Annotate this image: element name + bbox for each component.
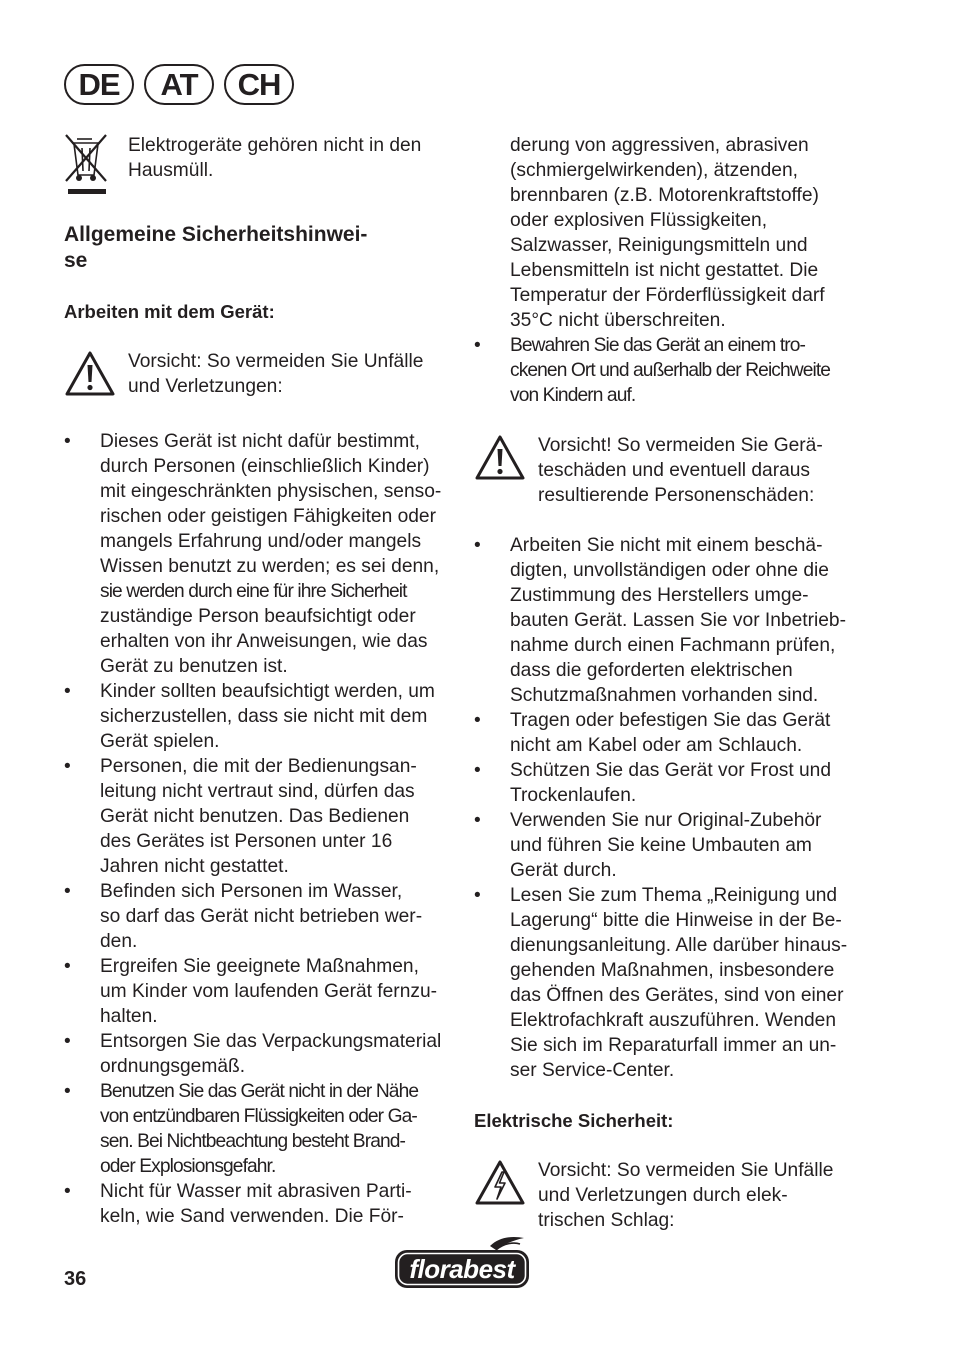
line: Gerät zu benutzen ist. — [100, 656, 288, 677]
list-item — [64, 429, 448, 679]
disposal-notice — [64, 133, 448, 202]
line: oder explosiven Flüssigkeiten, — [510, 210, 768, 231]
line: ser Service-Center. — [510, 1060, 675, 1081]
line: derung von aggressiven, abrasiven — [510, 135, 809, 156]
storage-bullet-list — [474, 333, 866, 408]
list-item — [64, 879, 448, 954]
caution-text-line: resultierende Personenschäden: — [538, 485, 815, 506]
section-heading — [64, 222, 448, 274]
list-item — [64, 1179, 448, 1229]
line: ckenen Ort und außerhalb der Reichweite — [510, 360, 831, 381]
line: • Dieses Gerät ist nicht dafür bestimmt, — [100, 431, 420, 452]
line: Sie sich im Reparaturfall immer an un- — [510, 1035, 837, 1056]
line: rischen oder geistigen Fähigkeiten oder — [100, 506, 436, 527]
caution-text-line: und Verletzungen: — [128, 376, 283, 397]
line: • Bewahren Sie das Gerät an einem tro- — [510, 335, 806, 356]
line: • Benutzen Sie das Gerät nicht in der Nähe — [100, 1081, 419, 1102]
device-bullet-list — [474, 533, 866, 1083]
line: so darf das Gerät nicht betrieben wer- — [100, 906, 423, 927]
caution-text-line: trischen Schlag: — [538, 1210, 675, 1231]
line: mit eingeschränkten physischen, senso- — [100, 481, 442, 502]
line: dienungsanleitung. Alle darüber hinaus- — [510, 935, 848, 956]
caution-text-line: teschäden und eventuell daraus — [538, 460, 811, 481]
line: Schutzmaßnahmen vorhanden sind. — [510, 685, 819, 706]
line: bauten Gerät. Lassen Sie vor Inbetrieb- — [510, 610, 846, 631]
line: Gerät durch. — [510, 860, 617, 881]
florabest-logo — [392, 1234, 532, 1297]
list-item — [474, 333, 866, 408]
list-item — [474, 758, 866, 808]
line: brennbaren (z.B. Motorenkraftstoffe) — [510, 185, 819, 206]
line: halten. — [100, 1006, 158, 1027]
line: nicht am Kabel oder am Schlauch. — [510, 735, 803, 756]
caution-text-line: Vorsicht! So vermeiden Sie Gerä- — [538, 435, 823, 456]
warning-triangle-icon — [64, 349, 128, 404]
line: des Gerätes ist Personen unter 16 — [100, 831, 393, 852]
list-item — [64, 754, 448, 879]
list-item — [474, 808, 866, 883]
line: Trockenlaufen. — [510, 785, 637, 806]
line: sie werden durch eine für ihre Sicherheit — [100, 581, 407, 602]
warning-triangle-icon — [474, 433, 538, 488]
line: mangels Erfahrung und/oder mangels — [100, 531, 422, 552]
disposal-text-line: Hausmüll. — [128, 160, 214, 181]
line: digten, unvollständigen oder ohne die — [510, 560, 829, 581]
line: von entzündbaren Flüssigkeiten oder Ga- — [100, 1106, 417, 1127]
line: dass die geforderten elektrischen — [510, 660, 793, 681]
heading-line: Allgemeine Sicherheitshinwei- — [64, 223, 368, 246]
line: leitung nicht vertraut sind, dürfen das — [100, 781, 415, 802]
line: sicherzustellen, dass sie nicht mit dem — [100, 706, 428, 727]
right-column — [474, 133, 866, 1233]
caution-text-line: Vorsicht: So vermeiden Sie Unfälle — [538, 1160, 834, 1181]
svg-text:florabest: florabest — [409, 1254, 515, 1284]
line: Wissen benutzt zu werden; es sei denn, — [100, 556, 440, 577]
line: Gerät spielen. — [100, 731, 220, 752]
crossed-bin-icon — [64, 133, 128, 202]
subheading-working: Arbeiten mit dem Gerät: — [64, 301, 275, 322]
line: • Personen, die mit der Bedienungsan- — [100, 756, 417, 777]
line: nahme durch einen Fachmann prüfen, — [510, 635, 836, 656]
line: Zustimmung des Herstellers umge- — [510, 585, 809, 606]
heading-line: se — [64, 249, 88, 272]
line: und führen Sie keine Umbauten am — [510, 835, 812, 856]
list-item — [64, 1079, 448, 1179]
caution-text-line: Vorsicht: So vermeiden Sie Unfälle — [128, 351, 424, 372]
line: • Ergreifen Sie geeignete Maßnahmen, — [100, 956, 419, 977]
continued-paragraph — [474, 133, 866, 333]
list-item — [474, 708, 866, 758]
line: Salzwasser, Reinigungsmitteln und — [510, 235, 808, 256]
lang-badge-at: AT — [144, 64, 214, 105]
line: das Öffnen des Gerätes, sind von einer — [510, 985, 844, 1006]
language-badges — [64, 64, 294, 105]
list-item — [64, 679, 448, 754]
line: zuständige Person beaufsichtigt oder — [100, 606, 416, 627]
line: • Tragen oder befestigen Sie das Gerät — [510, 710, 831, 731]
line: 35°C nicht überschreiten. — [510, 310, 726, 331]
line: (schmiergelwirkenden), ätzenden, — [510, 160, 798, 181]
list-item — [64, 1029, 448, 1079]
page-number: 36 — [64, 1268, 87, 1290]
line: Elektrofachkraft auszuführen. Wenden — [510, 1010, 837, 1031]
left-column — [64, 133, 448, 1229]
device-caution-notice — [474, 433, 866, 508]
line: Lebensmitteln ist nicht gestattet. Die — [510, 260, 819, 281]
safety-bullet-list — [64, 429, 448, 1229]
line: Jahren nicht gestattet. — [100, 856, 289, 877]
line: • Nicht für Wasser mit abrasiven Parti- — [100, 1181, 412, 1202]
line: gehenden Maßnahmen, insbesondere — [510, 960, 835, 981]
list-item — [474, 883, 866, 1083]
line: Lagerung“ bitte die Hinweise in der Be- — [510, 910, 842, 931]
lang-badge-de: DE — [64, 64, 134, 105]
line: erhalten von ihr Anweisungen, wie das — [100, 631, 428, 652]
caution-text-line: und Verletzungen durch elek- — [538, 1185, 788, 1206]
line: ordnungsgemäß. — [100, 1056, 246, 1077]
line: oder Explosionsgefahr. — [100, 1156, 276, 1177]
line: • Kinder sollten beaufsichtigt werden, um — [100, 681, 435, 702]
line: • Verwenden Sie nur Original-Zubehör — [510, 810, 822, 831]
line: den. — [100, 931, 138, 952]
electric-shock-warning-icon — [474, 1158, 538, 1213]
disposal-text-line: Elektrogeräte gehören nicht in den — [128, 135, 422, 156]
line: • Arbeiten Sie nicht mit einem beschä- — [510, 535, 823, 556]
line: keln, wie Sand verwenden. Die För- — [100, 1206, 404, 1227]
line: • Lesen Sie zum Thema „Reinigung und — [510, 885, 838, 906]
line: • Befinden sich Personen im Wasser, — [100, 881, 403, 902]
line: • Entsorgen Sie das Verpackungsmaterial — [100, 1031, 442, 1052]
list-item — [474, 533, 866, 708]
lang-badge-ch: CH — [224, 64, 294, 105]
list-item — [64, 954, 448, 1029]
caution-notice — [64, 349, 448, 404]
line: von Kindern auf. — [510, 385, 636, 406]
subheading-electrical-safety: Elektrische Sicherheit: — [474, 1110, 674, 1131]
line: Temperatur der Förderflüssigkeit darf — [510, 285, 825, 306]
line: Gerät nicht benutzen. Das Bedienen — [100, 806, 410, 827]
electric-caution-notice — [474, 1158, 866, 1233]
line: durch Personen (einschließlich Kinder) — [100, 456, 430, 477]
line: um Kinder vom laufenden Gerät fernzu- — [100, 981, 438, 1002]
line: • Schützen Sie das Gerät vor Frost und — [510, 760, 832, 781]
line: sen. Bei Nichtbeachtung besteht Brand- — [100, 1131, 405, 1152]
